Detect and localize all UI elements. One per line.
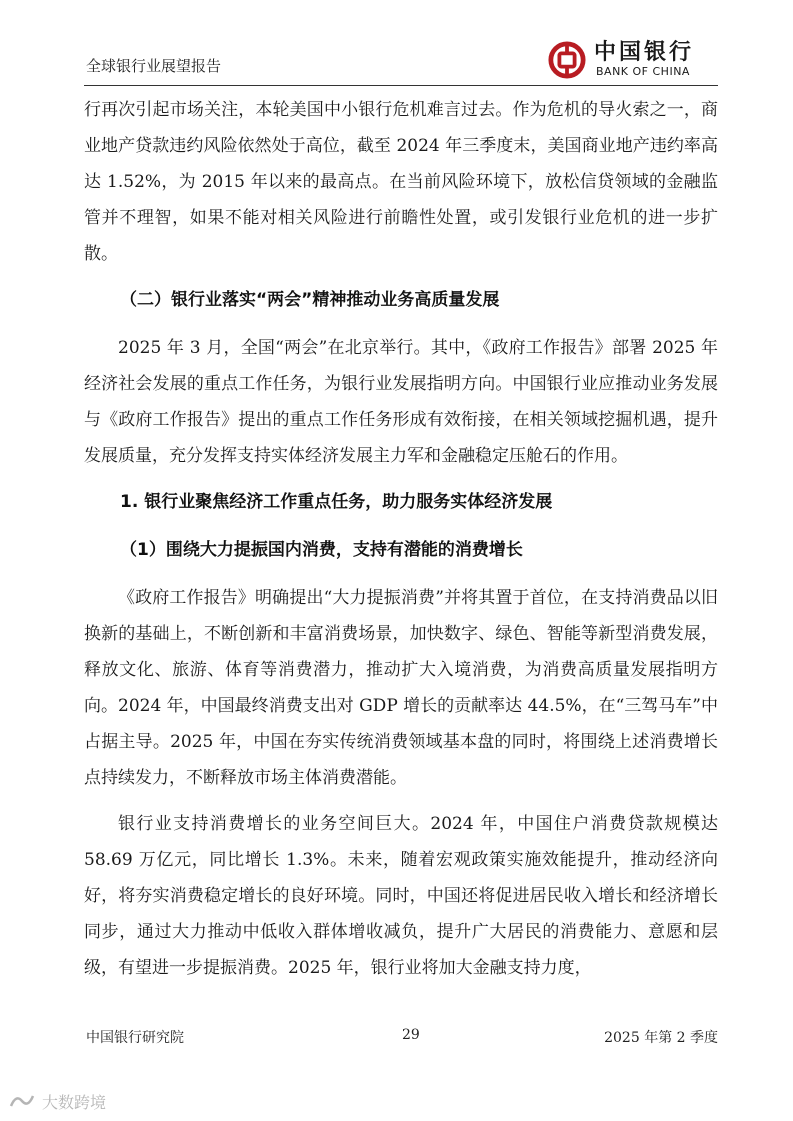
section-heading: （二）银行业落实“两会”精神推动业务高质量发展 xyxy=(120,290,500,310)
page-body xyxy=(84,92,718,996)
watermark xyxy=(8,1088,106,1114)
header-divider xyxy=(84,85,718,86)
page-number: 29 xyxy=(402,1027,420,1043)
logo-english-name: BANK OF CHINA xyxy=(596,65,690,78)
watermark-logo-icon xyxy=(8,1092,36,1110)
paragraph-banking-support: 银行业支持消费增长的业务空间巨大。2024 年，中国住户消费贷款规模达 58.69 万亿元，同比增长 1.3%。未来，随着宏观政策实施效能提升，推动经济向好，将夯实消费稳定增长的良好环境。同时，中国还将促进居民收入增长和经济增长同步，通过大力推动中低收入群体增收减负，提升广大居民的消费能力、意愿和层级，有望进一步提振消费。2025 年，银行业将加大金融支持力度， xyxy=(84,814,718,978)
page-footer xyxy=(84,1027,718,1047)
footer-issue: 2025 年第 2 季度 xyxy=(604,1030,718,1046)
paragraph-consumption: 《政府工作报告》明确提出“大力提振消费”并将其置于首位，在支持消费品以旧换新的基础上，不断创新和丰富消费场景，加快数字、绿色、智能等新型消费发展，释放文化、旅游、体育等消费潜力，推动扩大入境消费，为消费高质量发展指明方向。2024 年，中国最终消费支出对 GDP 增长的贡献率达 44.5%，在“三驾马车”中占据主导。2025 年，中国在夯实传统消费领域基本盘的同时，将围绕上述消费增长点持续发力，不断释放市场主体消费潜能。 xyxy=(84,588,718,788)
logo-chinese-name: 中国银行 xyxy=(594,39,695,65)
report-title: 全球银行业展望报告 xyxy=(86,57,222,75)
watermark-text: 大数跨境 xyxy=(42,1092,107,1112)
subsection-heading: 1. 银行业聚焦经济工作重点任务，助力服务实体经济发展 xyxy=(120,492,553,512)
bank-logo xyxy=(548,40,718,82)
paragraph-continued: 行再次引起市场关注，本轮美国中小银行危机难言过去。作为危机的导火索之一，商业地产贷款违约风险依然处于高位，截至 2024 年三季度末，美国商业地产违约率高达 1.52%，为 2015 年以来的最高点。在当前风险环境下，放松信贷领域的金融监管并不理智，如果不能对相关风险进行前瞻性处置，或引发银行业危机的进一步扩散。 xyxy=(84,100,718,264)
footer-institute: 中国银行研究院 xyxy=(86,1030,184,1046)
page-header xyxy=(84,39,718,84)
sub-subsection-heading: （1）围绕大力提振国内消费，支持有潜能的消费增长 xyxy=(120,540,523,560)
bank-of-china-logo-icon xyxy=(548,41,586,79)
paragraph-two-sessions: 2025 年 3 月，全国“两会”在北京举行。其中，《政府工作报告》部署 2025 年经济社会发展的重点工作任务，为银行业发展指明方向。中国银行业应推动业务发展与《政府工作报告》提出的重点工作任务形成有效衔接，在相关领域挖掘机遇，提升发展质量，充分发挥支持实体经济发展主力军和金融稳定压舱石的作用。 xyxy=(84,338,718,466)
